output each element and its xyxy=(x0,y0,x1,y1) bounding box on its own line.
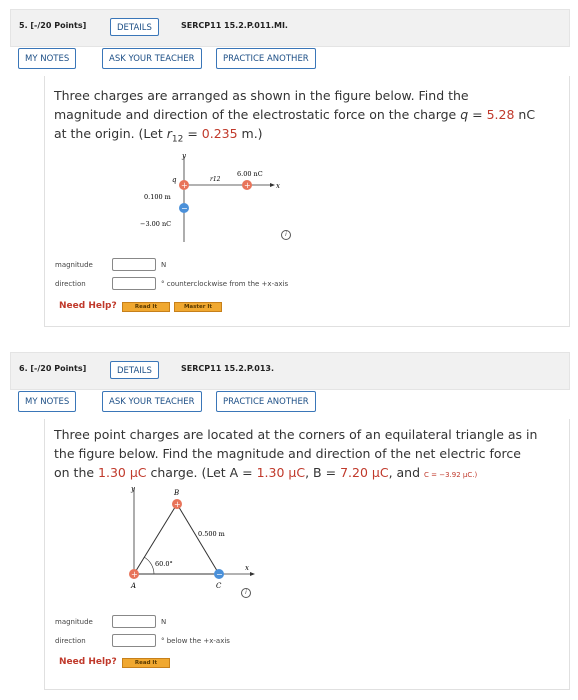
question-text: Three charges are arranged as shown in the figure below. Find the magnitude and direction of the electrostatic force on the charge q = 5.28 nC at the origin. (Let $r_{12} = 0.235$ m.) xyxy=(54,88,536,145)
practice-another-button[interactable]: PRACTICE ANOTHER xyxy=(216,48,316,69)
direction-label: direction xyxy=(55,280,86,288)
svg-text:+: + xyxy=(174,500,181,509)
problem-6 xyxy=(10,352,568,692)
svg-text:+: + xyxy=(244,181,251,190)
r12-value: 0.235 xyxy=(201,126,238,141)
c-label: C xyxy=(216,582,222,590)
action-bar xyxy=(10,45,568,75)
direction-unit: ° counterclockwise from the +x-axis xyxy=(161,280,289,288)
q-label: q xyxy=(172,176,177,184)
q-value: 5.28 xyxy=(486,107,515,122)
charge-below-label: −3.00 nC xyxy=(140,220,172,228)
my-notes-button[interactable]: MY NOTES xyxy=(18,48,76,69)
svg-text:−: − xyxy=(181,204,188,213)
svg-text:−: − xyxy=(216,570,223,579)
a-label: A xyxy=(131,582,137,590)
x-axis-label: x xyxy=(245,564,249,572)
magnitude-label: magnitude xyxy=(55,618,93,626)
magnitude-label: magnitude xyxy=(55,261,93,269)
svg-text:+: + xyxy=(181,181,188,190)
info-icon[interactable]: i xyxy=(241,588,251,598)
problem-body xyxy=(44,419,570,690)
question-text: Three point charges are located at the corners of an equilateral triangle as in the figure below. Find the magnitude and direction of the net electric force on the 1.30 μC charge. (Let A = 1.30 μC, B = 7.20 μC, and C = −3.92 μC.) xyxy=(54,427,538,480)
c-value: C = −3.92 μC.) xyxy=(424,471,478,479)
angle-label: 60.0° xyxy=(155,560,173,568)
charge-right-label: 6.00 nC xyxy=(237,170,263,178)
magnitude-unit: N xyxy=(161,261,167,269)
target-charge: 1.30 μC xyxy=(98,465,147,480)
charges-figure xyxy=(130,154,280,254)
a-value: 1.30 μC xyxy=(256,465,306,480)
need-help-label: Need Help? xyxy=(59,301,117,311)
problem-5 xyxy=(10,9,568,326)
read-it-button[interactable]: Read It xyxy=(122,658,170,668)
ask-teacher-button[interactable]: ASK YOUR TEACHER xyxy=(102,391,202,412)
y-axis-label: y xyxy=(182,154,186,160)
practice-another-button[interactable]: PRACTICE ANOTHER xyxy=(216,391,316,412)
b-value: 7.20 μC xyxy=(340,465,389,480)
need-help-label: Need Help? xyxy=(59,657,117,667)
r12-label: r12 xyxy=(210,176,221,183)
problem-points: 6. [-/20 Points] xyxy=(19,364,87,373)
problem-header xyxy=(10,9,570,47)
x-axis-label: x xyxy=(276,182,280,190)
triangle-figure xyxy=(105,486,255,601)
details-button[interactable]: DETAILS xyxy=(110,361,159,379)
action-bar xyxy=(10,388,568,418)
magnitude-input[interactable] xyxy=(112,258,156,271)
my-notes-button[interactable]: MY NOTES xyxy=(18,391,76,412)
problem-code: SERCP11 15.2.P.011.MI. xyxy=(181,21,288,30)
direction-input[interactable] xyxy=(112,277,156,290)
direction-label: direction xyxy=(55,637,86,645)
problem-code: SERCP11 15.2.P.013. xyxy=(181,364,274,373)
magnitude-input[interactable] xyxy=(112,615,156,628)
b-label: B xyxy=(174,489,180,497)
distance-label: 0.100 m xyxy=(144,193,171,201)
ask-teacher-button[interactable]: ASK YOUR TEACHER xyxy=(102,48,202,69)
details-button[interactable]: DETAILS xyxy=(110,18,159,36)
problem-points: 5. [-/20 Points] xyxy=(19,21,87,30)
read-it-button[interactable]: Read It xyxy=(122,302,170,312)
y-axis-label: y xyxy=(131,486,135,493)
magnitude-unit: N xyxy=(161,618,167,626)
direction-unit: ° below the +x-axis xyxy=(161,637,230,645)
info-icon[interactable]: i xyxy=(281,230,291,240)
problem-body xyxy=(44,76,570,327)
problem-header xyxy=(10,352,570,390)
direction-input[interactable] xyxy=(112,634,156,647)
svg-text:+: + xyxy=(131,570,138,579)
master-it-button[interactable]: Master It xyxy=(174,302,222,312)
side-label: 0.500 m xyxy=(198,530,225,538)
